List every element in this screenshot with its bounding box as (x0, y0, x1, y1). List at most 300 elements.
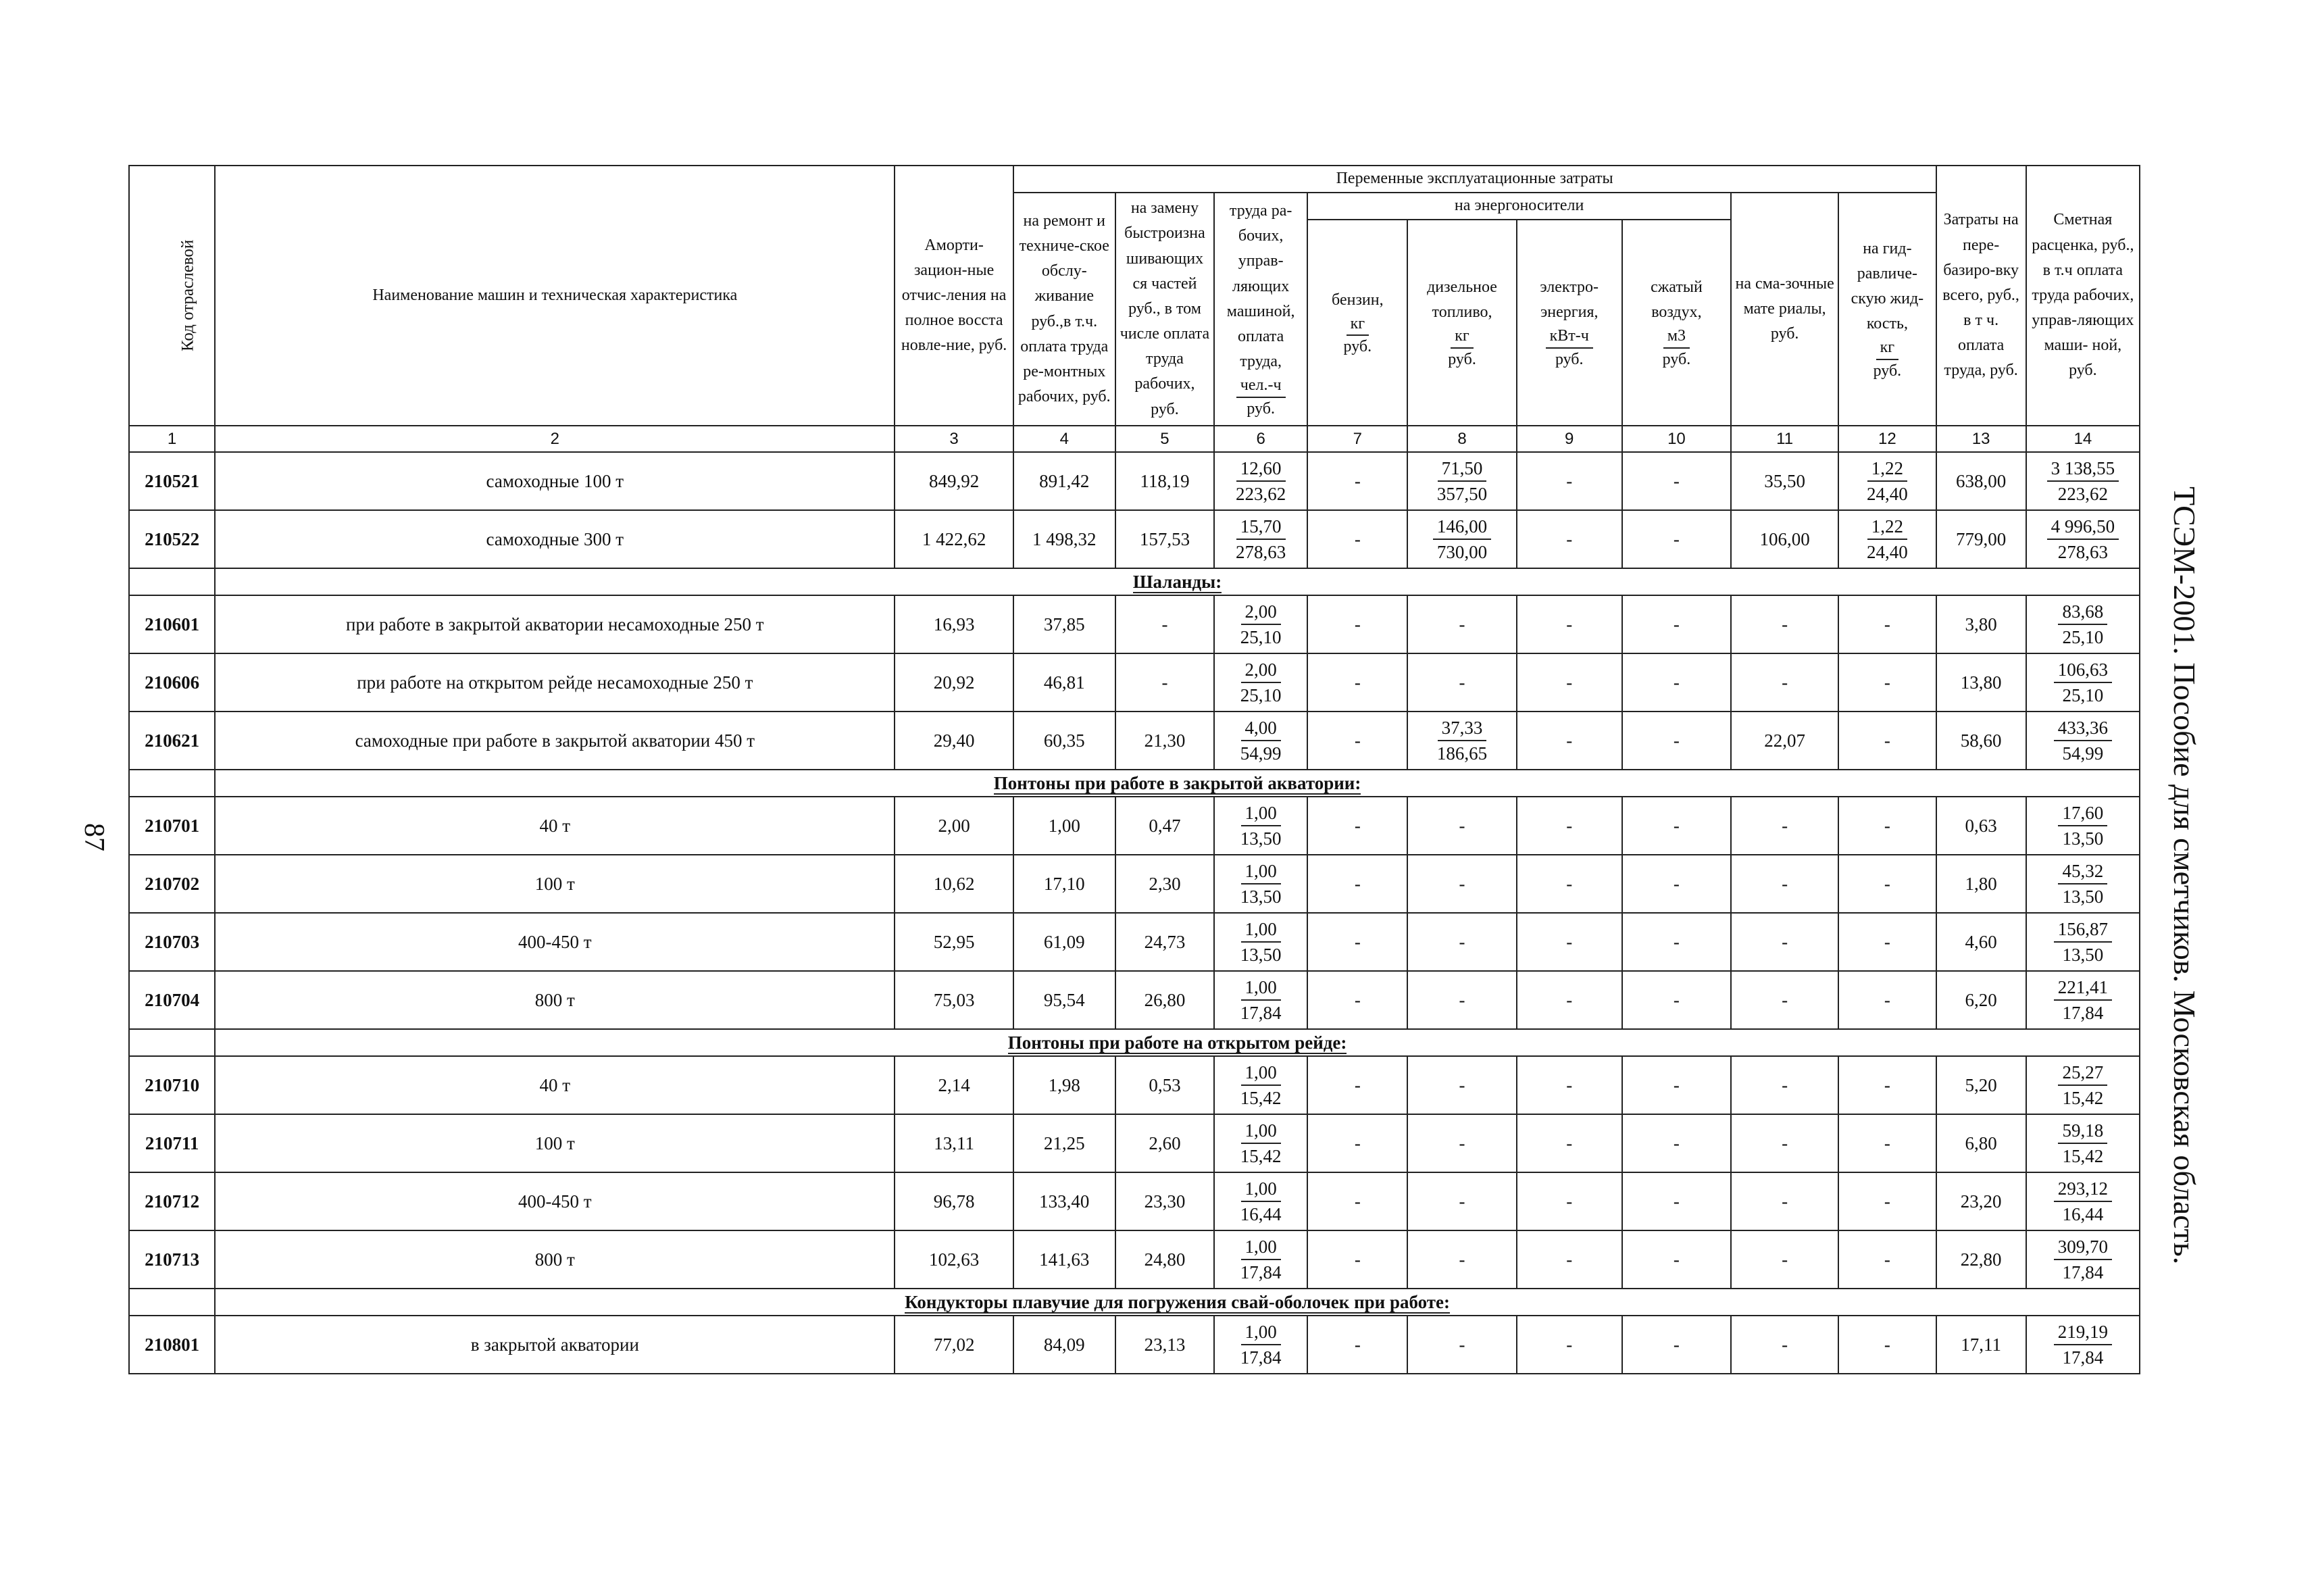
electricity-value: - (1517, 1316, 1622, 1374)
column-number: 9 (1517, 426, 1622, 452)
rate-value-top: 83,68 (2058, 599, 2107, 625)
hydro-value: - (1838, 1230, 1936, 1289)
table-row (129, 1316, 2140, 1374)
petrol-value: - (1307, 712, 1407, 770)
column-number: 3 (895, 426, 1013, 452)
labor-value (1214, 1056, 1307, 1114)
parts-value: 23,30 (1115, 1172, 1214, 1230)
labor-value-bottom: 16,44 (1240, 1204, 1282, 1225)
labor-value-bottom: 25,10 (1240, 627, 1282, 648)
hydro-value-bottom: 24,40 (1867, 542, 1908, 563)
labor-value-top: 2,00 (1241, 599, 1281, 625)
parts-value: - (1115, 595, 1214, 653)
amortization-value: 75,03 (895, 971, 1013, 1029)
labor-value (1214, 1114, 1307, 1172)
rebase-value: 6,80 (1936, 1114, 2026, 1172)
header-rate: Сметная расценка, руб., в т.ч оплата труда рабочих, управ-ляющих маши- ной, руб. (2026, 166, 2140, 426)
repair-value: 46,81 (1013, 653, 1115, 712)
section-title-text: Понтоны при работе в закрытой акватории: (993, 772, 1361, 793)
labor-value (1214, 1172, 1307, 1230)
parts-value: 24,73 (1115, 913, 1214, 971)
rate-value (2026, 510, 2140, 568)
diesel-value-top: 71,50 (1438, 456, 1487, 482)
rebase-value: 1,80 (1936, 855, 2026, 913)
rate-value-top: 106,63 (2054, 657, 2112, 683)
rate-value (2026, 1172, 2140, 1230)
table-row (129, 1114, 2140, 1172)
rate-value (2026, 653, 2140, 712)
diesel-value: - (1407, 971, 1516, 1029)
parts-value: 2,30 (1115, 855, 1214, 913)
labor-value-bottom: 13,50 (1240, 887, 1282, 907)
electricity-value: - (1517, 1230, 1622, 1289)
labor-value-top: 1,00 (1241, 1060, 1281, 1086)
labor-value-top: 1,00 (1241, 1176, 1281, 1202)
diesel-value: - (1407, 1056, 1516, 1114)
electricity-value: - (1517, 855, 1622, 913)
rate-value (2026, 452, 2140, 510)
lube-value: 106,00 (1731, 510, 1838, 568)
labor-value-top: 1,00 (1241, 917, 1281, 943)
petrol-value: - (1307, 1056, 1407, 1114)
labor-value (1214, 452, 1307, 510)
machine-code: 210621 (129, 712, 215, 770)
electricity-value: - (1517, 971, 1622, 1029)
table-header (129, 166, 2140, 452)
labor-value (1214, 1316, 1307, 1374)
labor-value-top: 4,00 (1241, 716, 1281, 741)
compressed-air-value: - (1622, 797, 1731, 855)
hydro-value: - (1838, 971, 1936, 1029)
section-spacer (129, 1029, 215, 1056)
compressed-air-value: - (1622, 971, 1731, 1029)
section-title (215, 1289, 2140, 1316)
table-body (129, 452, 2140, 1374)
lube-value: 35,50 (1731, 452, 1838, 510)
petrol-value: - (1307, 1114, 1407, 1172)
parts-value: 157,53 (1115, 510, 1214, 568)
diesel-value: - (1407, 1172, 1516, 1230)
parts-value: 0,47 (1115, 797, 1214, 855)
labor-value-top: 1,00 (1241, 1118, 1281, 1144)
rate-value-bottom: 278,63 (2057, 542, 2108, 563)
hydro-value-top: 1,22 (1867, 456, 1907, 482)
repair-value: 133,40 (1013, 1172, 1115, 1230)
labor-value-top: 2,00 (1241, 657, 1281, 683)
electricity-value: - (1517, 1056, 1622, 1114)
diesel-value: - (1407, 1114, 1516, 1172)
lube-value: - (1731, 595, 1838, 653)
column-number: 14 (2026, 426, 2140, 452)
rebase-value: 13,80 (1936, 653, 2026, 712)
rebase-value: 4,60 (1936, 913, 2026, 971)
machine-code: 210711 (129, 1114, 215, 1172)
parts-value: 23,13 (1115, 1316, 1214, 1374)
compressed-air-value: - (1622, 1114, 1731, 1172)
header-hydro: на гид-равличе-скую жид-кость, кг руб. (1838, 193, 1936, 426)
lube-value: - (1731, 1172, 1838, 1230)
rate-value-bottom: 13,50 (2062, 887, 2104, 907)
labor-value-bottom: 54,99 (1240, 743, 1282, 764)
diesel-value: - (1407, 797, 1516, 855)
machine-code: 210521 (129, 452, 215, 510)
table-row (129, 653, 2140, 712)
parts-value: - (1115, 653, 1214, 712)
column-number: 1 (129, 426, 215, 452)
column-number: 11 (1731, 426, 1838, 452)
rate-value-top: 219,19 (2054, 1320, 2112, 1345)
column-number: 12 (1838, 426, 1936, 452)
table-row (129, 1230, 2140, 1289)
machine-code: 210704 (129, 971, 215, 1029)
diesel-value: - (1407, 653, 1516, 712)
rate-value-bottom: 13,50 (2062, 828, 2104, 849)
labor-value (1214, 797, 1307, 855)
machine-name: 400-450 т (215, 913, 895, 971)
rebase-value: 6,20 (1936, 971, 2026, 1029)
machine-name: 100 т (215, 1114, 895, 1172)
compressed-air-value: - (1622, 712, 1731, 770)
rate-value-top: 25,27 (2058, 1060, 2107, 1086)
labor-value-top: 1,00 (1241, 801, 1281, 826)
electricity-value: - (1517, 452, 1622, 510)
amortization-value: 20,92 (895, 653, 1013, 712)
table-row (129, 1172, 2140, 1230)
column-numbers-row (129, 426, 2140, 452)
hydro-value: - (1838, 1172, 1936, 1230)
labor-value (1214, 653, 1307, 712)
hydro-value: - (1838, 712, 1936, 770)
parts-value: 26,80 (1115, 971, 1214, 1029)
parts-value: 2,60 (1115, 1114, 1214, 1172)
repair-value: 17,10 (1013, 855, 1115, 913)
petrol-value: - (1307, 855, 1407, 913)
amortization-value: 52,95 (895, 913, 1013, 971)
amortization-value: 1 422,62 (895, 510, 1013, 568)
compressed-air-value: - (1622, 1172, 1731, 1230)
header-lube: на сма-зочные мате риалы, руб. (1731, 193, 1838, 426)
amortization-value: 2,14 (895, 1056, 1013, 1114)
table-row (129, 971, 2140, 1029)
rate-value (2026, 1114, 2140, 1172)
repair-value: 61,09 (1013, 913, 1115, 971)
repair-value: 21,25 (1013, 1114, 1115, 1172)
electricity-value: - (1517, 712, 1622, 770)
column-number: 4 (1013, 426, 1115, 452)
labor-value (1214, 971, 1307, 1029)
labor-value-top: 1,00 (1241, 975, 1281, 1001)
compressed-air-value: - (1622, 452, 1731, 510)
section-header-row (129, 1029, 2140, 1056)
parts-value: 0,53 (1115, 1056, 1214, 1114)
rate-value (2026, 855, 2140, 913)
header-parts: на замену быстроизна шивающих ся частей руб., в том числе оплата труда рабочих, руб. (1115, 193, 1214, 426)
labor-value-bottom: 17,84 (1240, 1003, 1282, 1024)
machine-code: 210801 (129, 1316, 215, 1374)
electricity-value: - (1517, 1114, 1622, 1172)
header-repair: на ремонт и техниче-ское обслу-живание руб.,в т.ч. оплата труда ре-монтных рабочих, руб. (1013, 193, 1115, 426)
diesel-value: - (1407, 1316, 1516, 1374)
labor-value-bottom: 13,50 (1240, 945, 1282, 966)
petrol-value: - (1307, 913, 1407, 971)
parts-value: 21,30 (1115, 712, 1214, 770)
section-header-row (129, 568, 2140, 595)
machine-cost-table (128, 165, 2140, 1374)
diesel-value: - (1407, 1230, 1516, 1289)
machine-name: 800 т (215, 1230, 895, 1289)
electricity-value: - (1517, 797, 1622, 855)
hydro-value: - (1838, 855, 1936, 913)
petrol-value: - (1307, 797, 1407, 855)
rate-value-bottom: 17,84 (2062, 1262, 2104, 1283)
rate-value-bottom: 15,42 (2062, 1088, 2104, 1109)
lube-value: - (1731, 1230, 1838, 1289)
diesel-value-top: 37,33 (1438, 716, 1487, 741)
diesel-value-bottom: 186,65 (1436, 743, 1488, 764)
compressed-air-value: - (1622, 855, 1731, 913)
labor-value-bottom: 17,84 (1240, 1347, 1282, 1368)
repair-value: 891,42 (1013, 452, 1115, 510)
compressed-air-value: - (1622, 595, 1731, 653)
table-row (129, 452, 2140, 510)
hydro-value (1838, 510, 1936, 568)
header-variable-costs: Переменные эксплуатационные затраты (1013, 166, 1936, 193)
section-header-row (129, 1289, 2140, 1316)
header-rebase: Затраты на пере-базиро-вку всего, руб., в т ч. оплата труда, руб. (1936, 166, 2026, 426)
amortization-value: 2,00 (895, 797, 1013, 855)
lube-value: 22,07 (1731, 712, 1838, 770)
column-number: 2 (215, 426, 895, 452)
labor-value-bottom: 15,42 (1240, 1088, 1282, 1109)
section-spacer (129, 770, 215, 797)
rebase-value: 3,80 (1936, 595, 2026, 653)
diesel-value: - (1407, 855, 1516, 913)
table-row (129, 595, 2140, 653)
header-name: Наименование машин и техническая характеристика (215, 166, 895, 426)
amortization-value: 29,40 (895, 712, 1013, 770)
section-title (215, 568, 2140, 595)
table-row (129, 1056, 2140, 1114)
lube-value: - (1731, 971, 1838, 1029)
repair-value: 60,35 (1013, 712, 1115, 770)
amortization-value: 16,93 (895, 595, 1013, 653)
rate-value-top: 3 138,55 (2047, 456, 2119, 482)
labor-value (1214, 913, 1307, 971)
rebase-value: 22,80 (1936, 1230, 2026, 1289)
table-row (129, 855, 2140, 913)
electricity-value: - (1517, 510, 1622, 568)
diesel-value (1407, 510, 1516, 568)
rate-value-top: 221,41 (2054, 975, 2112, 1001)
rate-value-bottom: 16,44 (2062, 1204, 2104, 1225)
rate-value-top: 309,70 (2054, 1235, 2112, 1260)
section-title-text: Кондукторы плавучие для погружения свай-оболочек при работе: (905, 1291, 1451, 1312)
machine-code: 210601 (129, 595, 215, 653)
rate-value-bottom: 17,84 (2062, 1003, 2104, 1024)
rebase-value: 5,20 (1936, 1056, 2026, 1114)
table-row (129, 797, 2140, 855)
table-row (129, 913, 2140, 971)
lube-value: - (1731, 913, 1838, 971)
column-number: 7 (1307, 426, 1407, 452)
machine-code: 210710 (129, 1056, 215, 1114)
rate-value-top: 45,32 (2058, 859, 2107, 884)
hydro-value: - (1838, 1316, 1936, 1374)
petrol-value: - (1307, 1172, 1407, 1230)
rebase-value: 0,63 (1936, 797, 2026, 855)
rebase-value: 23,20 (1936, 1172, 2026, 1230)
machine-name: при работе на открытом рейде несамоходные 250 т (215, 653, 895, 712)
machine-code: 210701 (129, 797, 215, 855)
petrol-value: - (1307, 452, 1407, 510)
petrol-value: - (1307, 1316, 1407, 1374)
machine-name: 40 т (215, 1056, 895, 1114)
machine-name: самоходные при работе в закрытой акватории 450 т (215, 712, 895, 770)
rate-value-bottom: 17,84 (2062, 1347, 2104, 1368)
machine-code: 210522 (129, 510, 215, 568)
machine-name: 400-450 т (215, 1172, 895, 1230)
column-number: 5 (1115, 426, 1214, 452)
header-diesel: дизельное топливо, кг руб. (1407, 220, 1516, 426)
rate-value (2026, 595, 2140, 653)
rate-value (2026, 1316, 2140, 1374)
hydro-value-bottom: 24,40 (1867, 484, 1908, 505)
rate-value (2026, 712, 2140, 770)
rate-value-top: 4 996,50 (2047, 514, 2119, 540)
machine-code: 210712 (129, 1172, 215, 1230)
rate-value-bottom: 54,99 (2062, 743, 2104, 764)
repair-value: 1,98 (1013, 1056, 1115, 1114)
header-code: Код отраслевой (129, 166, 215, 426)
header-amortization: Аморти-зацион-ные отчис-ления на полное восста новле-ние, руб. (895, 166, 1013, 426)
labor-value (1214, 510, 1307, 568)
lube-value: - (1731, 1114, 1838, 1172)
repair-value: 95,54 (1013, 971, 1115, 1029)
hydro-value-top: 1,22 (1867, 514, 1907, 540)
labor-value (1214, 1230, 1307, 1289)
compressed-air-value: - (1622, 1316, 1731, 1374)
section-header-row (129, 770, 2140, 797)
machine-code: 210606 (129, 653, 215, 712)
page-number: 87 (78, 823, 109, 851)
column-number: 13 (1936, 426, 2026, 452)
lube-value: - (1731, 855, 1838, 913)
diesel-value (1407, 712, 1516, 770)
rebase-value: 638,00 (1936, 452, 2026, 510)
rate-value-top: 156,87 (2054, 917, 2112, 943)
rate-value-bottom: 223,62 (2057, 484, 2108, 505)
machine-code: 210702 (129, 855, 215, 913)
header-compressed-air: сжатый воздух, м3 руб. (1622, 220, 1731, 426)
hydro-value: - (1838, 1114, 1936, 1172)
rate-value (2026, 913, 2140, 971)
diesel-value (1407, 452, 1516, 510)
column-number: 6 (1214, 426, 1307, 452)
machine-name: самоходные 100 т (215, 452, 895, 510)
diesel-value-bottom: 730,00 (1436, 542, 1488, 563)
petrol-value: - (1307, 1230, 1407, 1289)
table-row (129, 712, 2140, 770)
hydro-value (1838, 452, 1936, 510)
machine-code: 210713 (129, 1230, 215, 1289)
amortization-value: 96,78 (895, 1172, 1013, 1230)
electricity-value: - (1517, 595, 1622, 653)
lube-value: - (1731, 1316, 1838, 1374)
petrol-value: - (1307, 510, 1407, 568)
machine-name: в закрытой акватории (215, 1316, 895, 1374)
electricity-value: - (1517, 913, 1622, 971)
parts-value: 118,19 (1115, 452, 1214, 510)
hydro-value: - (1838, 913, 1936, 971)
petrol-value: - (1307, 971, 1407, 1029)
lube-value: - (1731, 797, 1838, 855)
labor-value-bottom: 15,42 (1240, 1146, 1282, 1167)
section-title-text: Шаланды: (1132, 571, 1222, 592)
labor-value-bottom: 25,10 (1240, 685, 1282, 706)
side-running-title: ТСЭМ-2001. Пособие для сметчиков. Московская область. (2167, 487, 2202, 1265)
repair-value: 1 498,32 (1013, 510, 1115, 568)
compressed-air-value: - (1622, 1230, 1731, 1289)
petrol-value: - (1307, 653, 1407, 712)
labor-value-top: 1,00 (1241, 1235, 1281, 1260)
rate-value (2026, 1230, 2140, 1289)
header-petrol: бензин, кг руб. (1307, 220, 1407, 426)
rebase-value: 58,60 (1936, 712, 2026, 770)
column-number: 10 (1622, 426, 1731, 452)
amortization-value: 849,92 (895, 452, 1013, 510)
rate-value-top: 433,36 (2054, 716, 2112, 741)
repair-value: 37,85 (1013, 595, 1115, 653)
labor-value-bottom: 223,62 (1236, 484, 1286, 505)
compressed-air-value: - (1622, 653, 1731, 712)
rate-value-bottom: 15,42 (2062, 1146, 2104, 1167)
diesel-value-bottom: 357,50 (1436, 484, 1488, 505)
rebase-value: 17,11 (1936, 1316, 2026, 1374)
header-energy: на энергоносители (1307, 193, 1731, 220)
labor-value-top: 1,00 (1241, 859, 1281, 884)
section-title (215, 770, 2140, 797)
diesel-value-top: 146,00 (1433, 514, 1491, 540)
rate-value (2026, 1056, 2140, 1114)
diesel-value: - (1407, 595, 1516, 653)
labor-value (1214, 595, 1307, 653)
rate-value-bottom: 25,10 (2062, 685, 2104, 706)
machine-name: самоходные 300 т (215, 510, 895, 568)
electricity-value: - (1517, 1172, 1622, 1230)
compressed-air-value: - (1622, 913, 1731, 971)
labor-value-bottom: 17,84 (1240, 1262, 1282, 1283)
electricity-value: - (1517, 653, 1622, 712)
labor-value-bottom: 13,50 (1240, 828, 1282, 849)
hydro-value: - (1838, 1056, 1936, 1114)
hydro-value: - (1838, 595, 1936, 653)
lube-value: - (1731, 1056, 1838, 1114)
rate-value-top: 59,18 (2058, 1118, 2107, 1144)
labor-value-top: 15,70 (1236, 514, 1286, 540)
table-row (129, 510, 2140, 568)
repair-value: 1,00 (1013, 797, 1115, 855)
repair-value: 84,09 (1013, 1316, 1115, 1374)
machine-code: 210703 (129, 913, 215, 971)
labor-value (1214, 712, 1307, 770)
machine-name: 100 т (215, 855, 895, 913)
labor-value-top: 12,60 (1236, 456, 1286, 482)
section-title (215, 1029, 2140, 1056)
header-labor: труда ра-бочих, управ-ляющих машиной, оплата труда, чел.-ч руб. (1214, 193, 1307, 426)
petrol-value: - (1307, 595, 1407, 653)
rate-value (2026, 971, 2140, 1029)
parts-value: 24,80 (1115, 1230, 1214, 1289)
